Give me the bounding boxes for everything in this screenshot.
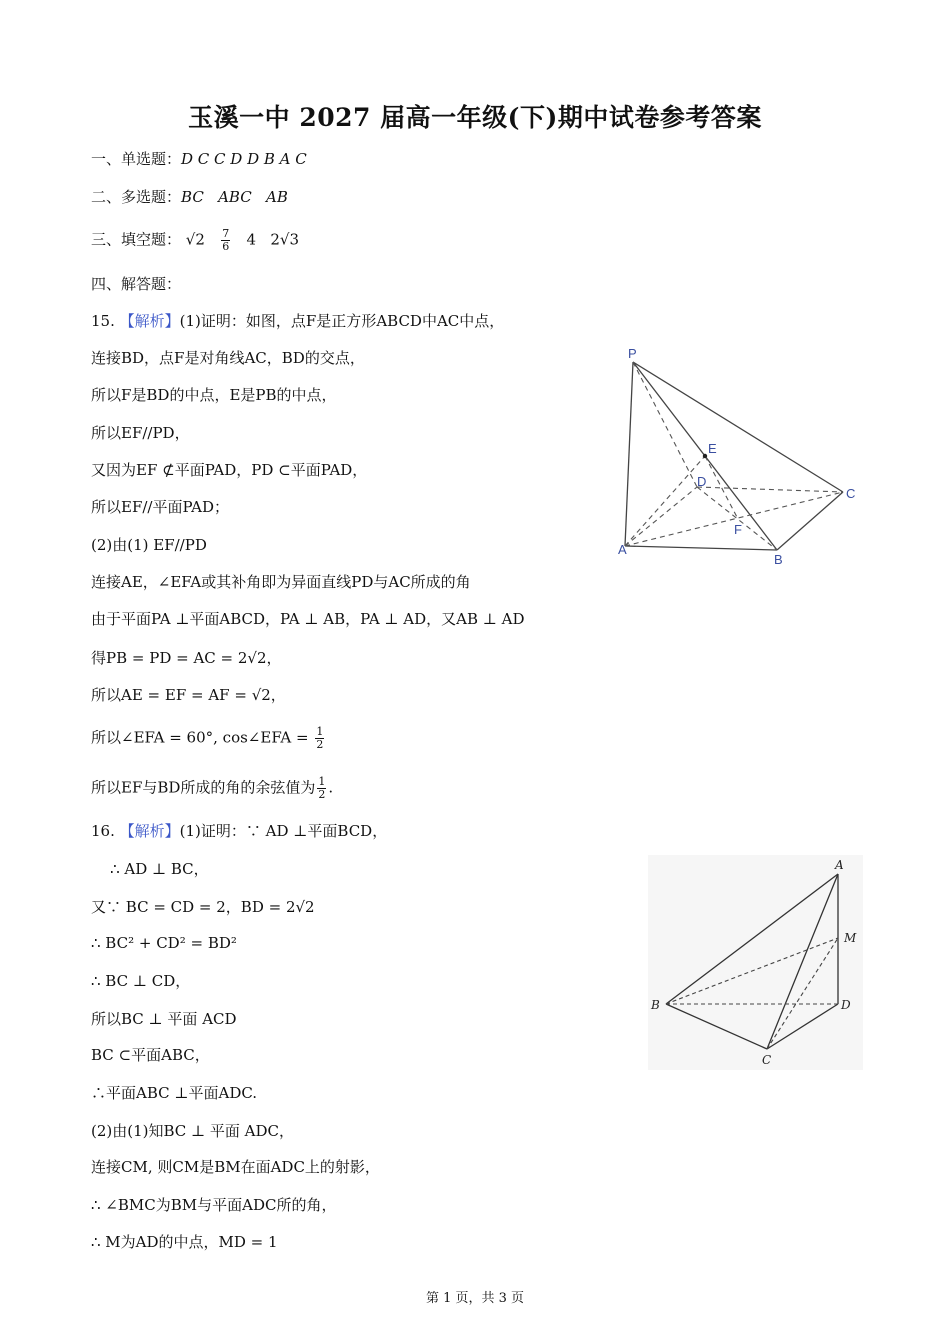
label-d: D xyxy=(697,474,707,489)
figure-background xyxy=(648,855,863,1070)
q16-line: 又∵ BC = CD = 2，BD = 2√2 xyxy=(91,898,315,916)
q16-line: 连接CM, 则CM是BM在面ADC上的射影， xyxy=(91,1158,380,1176)
q16-line: ∴ M为AD的中点，MD = 1 xyxy=(91,1233,278,1251)
q15-line: 所以EF//平面PAD； xyxy=(91,498,230,516)
q15-cos-text: 所以∠EFA = 60°, cos∠EFA = xyxy=(91,728,314,747)
label-p: P xyxy=(628,346,637,361)
label-a: A xyxy=(835,858,844,872)
multi-choice-value: BC ABC AB xyxy=(181,188,288,206)
q15-line: 得PB = PD = AC = 2√2， xyxy=(91,649,282,667)
q16-line: (2)由(1)知BC ⊥ 平面 ADC， xyxy=(91,1122,295,1140)
q15-line: 连接AE，∠EFA或其补角即为异面直线PD与AC所成的角 xyxy=(91,573,471,591)
q15-conclusion-line xyxy=(91,776,333,801)
fill-blank-row xyxy=(91,228,299,253)
q15-conclusion-den: 2 xyxy=(318,788,326,801)
edge-ab xyxy=(625,546,777,550)
edge-pa xyxy=(625,362,633,546)
q15-conclusion-end: . xyxy=(328,778,334,797)
label-e: E xyxy=(708,441,717,456)
q15-pyramid-figure xyxy=(610,340,870,570)
q15-heading xyxy=(91,311,504,331)
solve-section-label: 四、解答题： xyxy=(91,275,182,293)
label-d: D xyxy=(841,998,851,1012)
q16-number: 16. xyxy=(91,822,115,840)
edge-pd-hidden xyxy=(633,362,697,487)
q15-cos-num: 1 xyxy=(316,725,324,738)
q16-line: ∴平面ABC ⊥平面ADC. xyxy=(91,1084,258,1102)
label-m: M xyxy=(844,931,857,945)
fill-blank-label: 三、填空题： xyxy=(91,230,182,249)
q16-line: BC ⊂平面ABC， xyxy=(91,1046,210,1064)
edge-dc-hidden xyxy=(697,487,843,492)
fill-answer-2 xyxy=(221,228,230,253)
q15-cos-line xyxy=(91,726,326,751)
q16-tetrahedron-figure xyxy=(648,855,863,1070)
diagonal-bd xyxy=(697,487,777,550)
q15-cos-frac xyxy=(315,726,324,751)
fill-answer-3: 4 xyxy=(246,230,257,249)
edge-pc xyxy=(633,362,843,492)
diagonal-ac xyxy=(625,492,843,546)
q16-line: ∴ ∠BMC为BM与平面ADC所的角， xyxy=(91,1196,337,1214)
q15-line: 又因为EF ⊄平面PAD，PD ⊂平面PAD， xyxy=(91,461,368,479)
multi-choice-row xyxy=(91,187,288,207)
q15-line: 所以EF//PD， xyxy=(91,424,190,442)
q15-line: 连接BD，点F是对角线AC，BD的交点， xyxy=(91,349,365,367)
q15-line: (2)由(1) EF//PD xyxy=(91,536,207,554)
label-b: B xyxy=(774,552,783,567)
single-choice-value: D C C D D B A C xyxy=(181,150,307,168)
q15-line: 所以F是BD的中点，E是PB的中点， xyxy=(91,386,337,404)
q16-line: ∴ AD ⊥ BC， xyxy=(91,860,209,878)
label-c: C xyxy=(762,1053,772,1067)
page-footer: 第 1 页，共 3 页 xyxy=(425,1291,525,1306)
fill-answer-2-num: 7 xyxy=(222,227,230,240)
q16-tag: 【解析】 xyxy=(119,822,180,840)
label-f: F xyxy=(734,522,742,537)
q15-conclusion-frac xyxy=(317,776,326,801)
q15-line: (1)证明：如图，点F是正方形ABCD中AC中点， xyxy=(179,312,505,330)
q15-number: 15. xyxy=(91,312,115,330)
q15-line: 由于平面PA ⊥平面ABCD，PA ⊥ AB，PA ⊥ AD，又AB ⊥ AD xyxy=(91,610,525,628)
segment-ae xyxy=(625,456,705,546)
fill-answer-1: √2 xyxy=(185,230,205,249)
label-a: A xyxy=(618,542,627,557)
q16-line: (1)证明：∵ AD ⊥平面BCD， xyxy=(179,822,388,840)
q15-line: 所以AE = EF = AF = √2， xyxy=(91,686,286,704)
q16-line: 所以BC ⊥ 平面 ACD xyxy=(91,1010,237,1028)
q16-line: ∴ BC² + CD² = BD² xyxy=(91,934,237,952)
single-choice-row xyxy=(91,149,307,169)
q15-conclusion-num: 1 xyxy=(318,775,326,788)
label-c: C xyxy=(846,486,856,501)
fill-answer-4: 2√3 xyxy=(270,230,300,249)
q15-tag: 【解析】 xyxy=(119,312,180,330)
multi-choice-label: 二、多选题： xyxy=(91,188,182,206)
page-title: 玉溪一中 2027 届高一年级(下)期中试卷参考答案 xyxy=(188,103,762,132)
q15-cos-den: 2 xyxy=(316,738,324,751)
fill-answer-2-den: 6 xyxy=(222,240,230,253)
single-choice-label: 一、单选题： xyxy=(91,150,182,168)
q15-conclusion-text: 所以EF与BD所成的角的余弦值为 xyxy=(91,778,316,797)
q16-heading xyxy=(91,821,387,841)
label-b: B xyxy=(651,998,660,1012)
q16-line: ∴ BC ⊥ CD， xyxy=(91,972,191,990)
point-e xyxy=(703,454,707,458)
